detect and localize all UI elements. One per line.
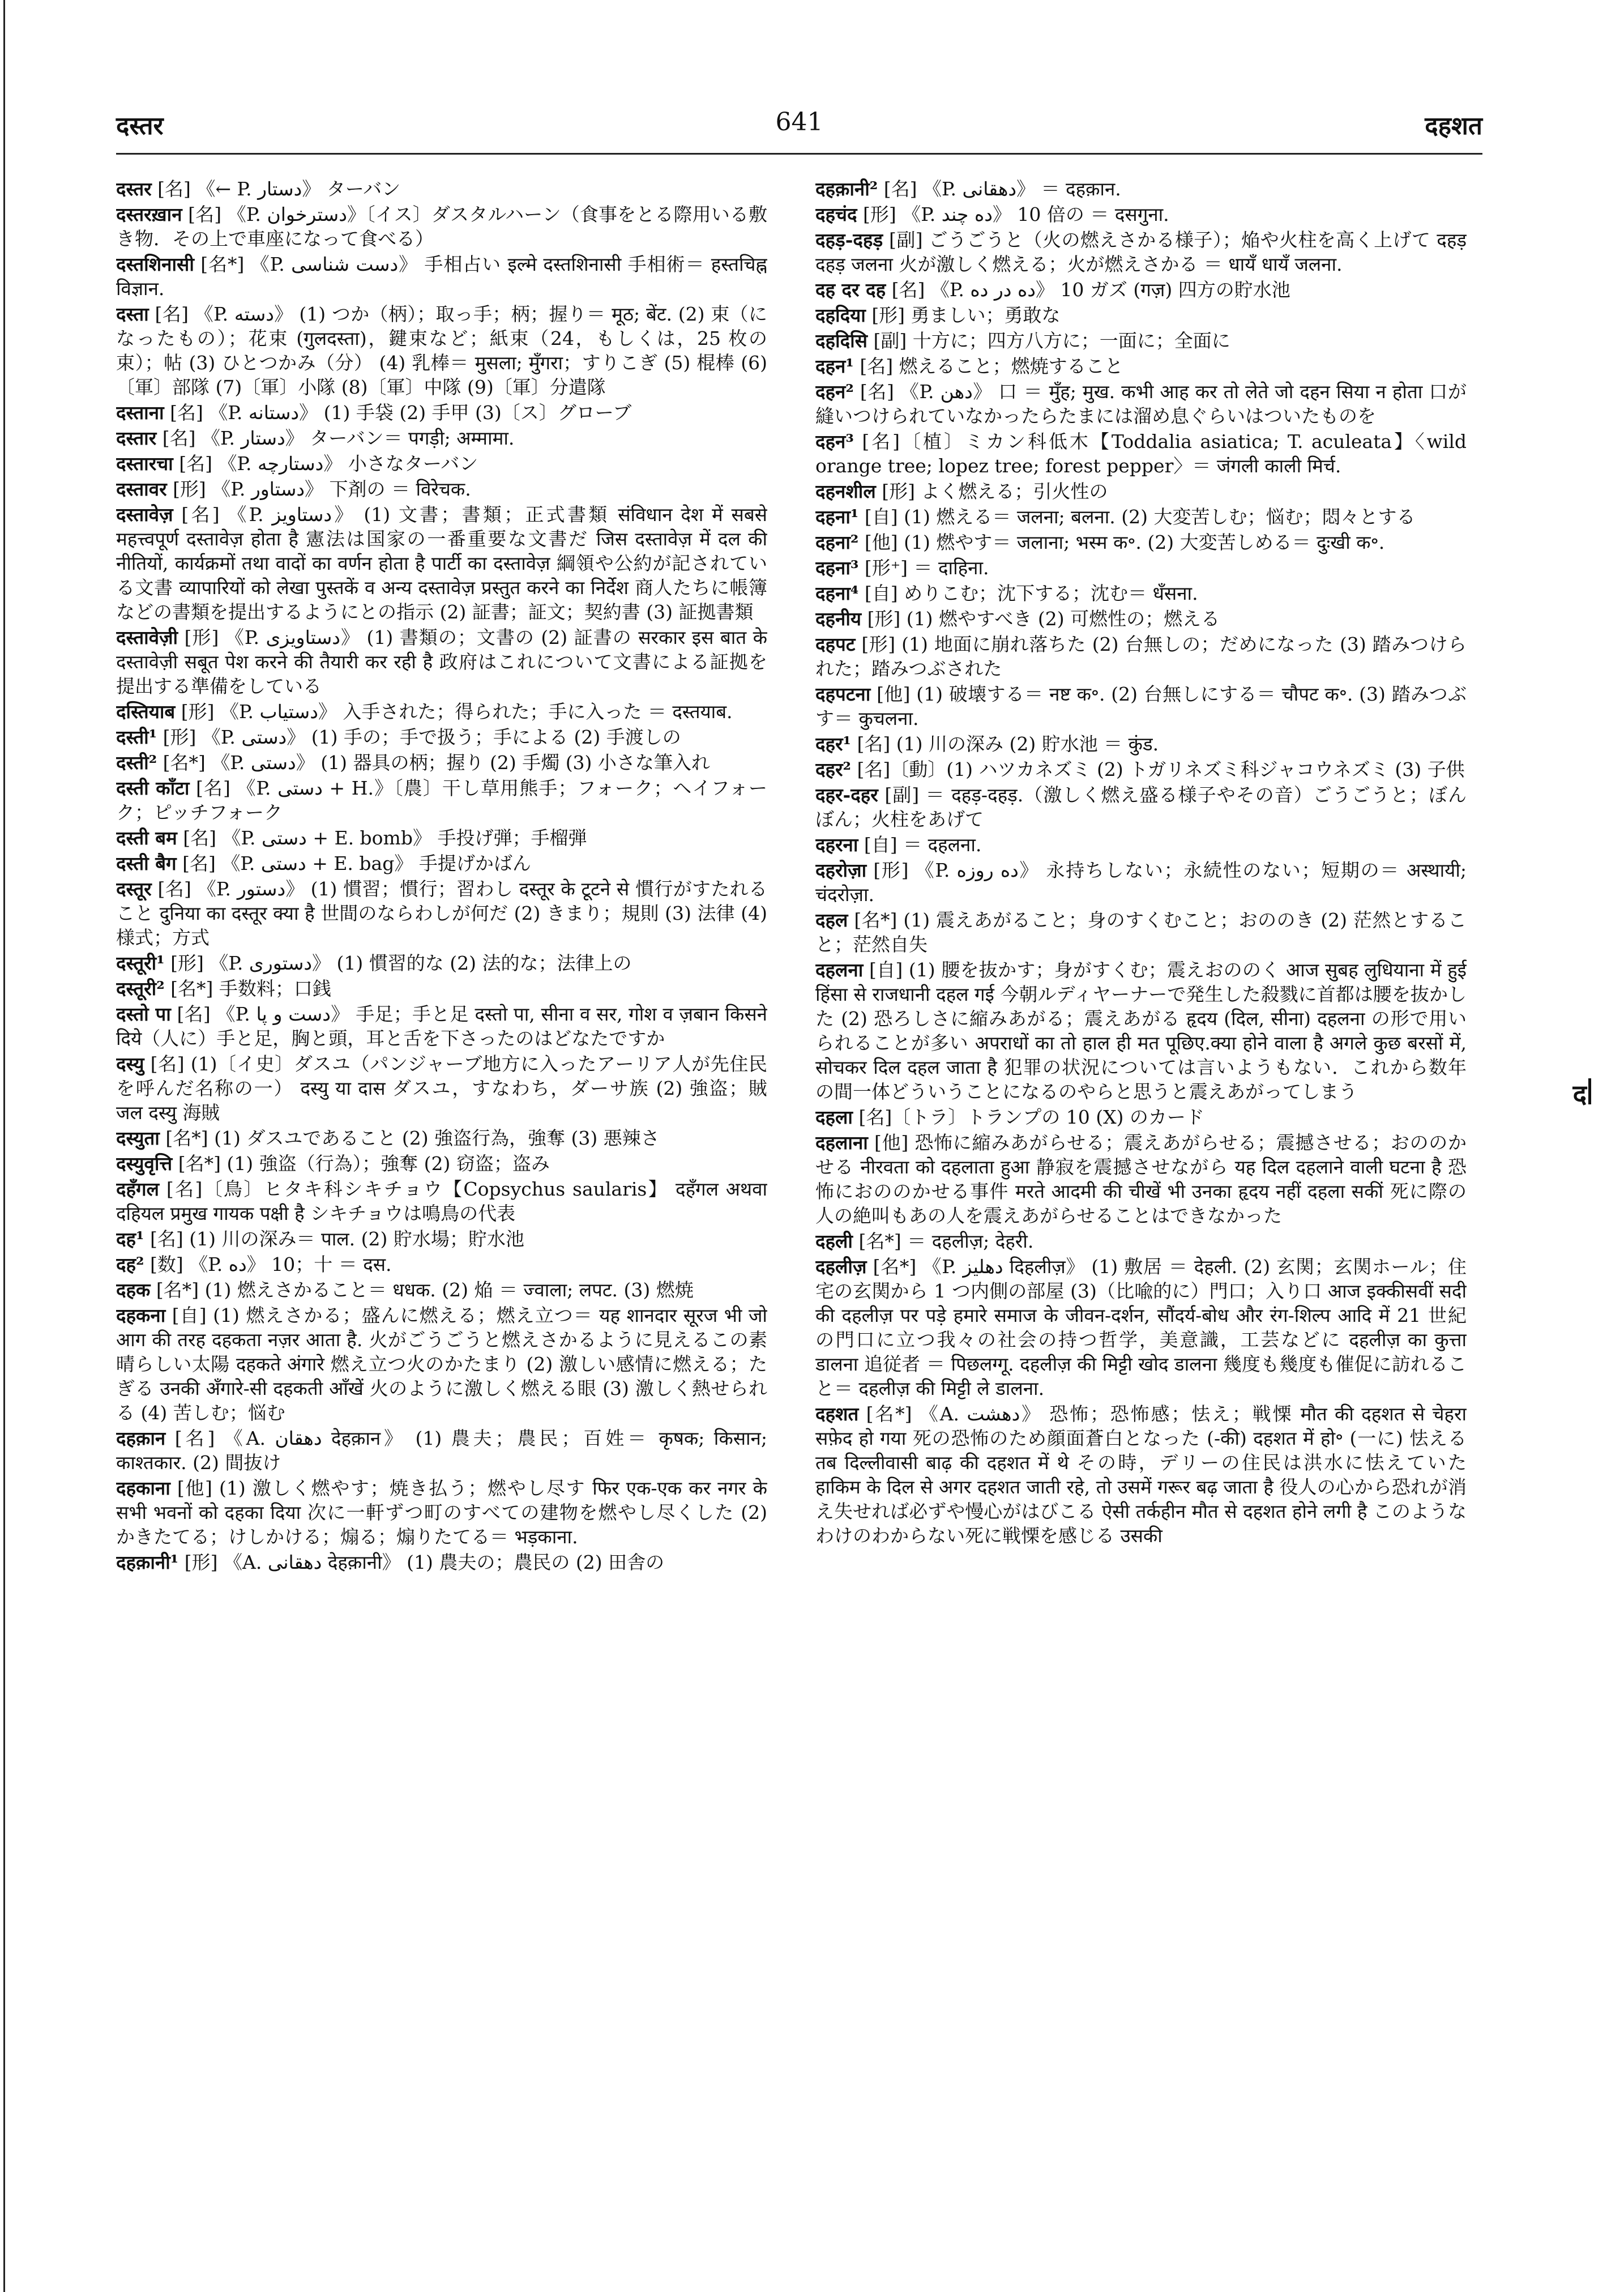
entry-headword: दस्ताना xyxy=(116,402,164,424)
dictionary-entry xyxy=(815,379,1467,428)
entry-headword: दह दर दह xyxy=(815,279,886,301)
dictionary-entry xyxy=(815,1229,1467,1253)
header-right-guide-word: दहशत xyxy=(1425,112,1482,140)
entry-headword: दहल xyxy=(815,909,848,931)
entry-definition: [数] 《P. ده》 10；十 ＝ दस. xyxy=(150,1253,392,1275)
dictionary-entry xyxy=(815,202,1467,227)
thumb-index-bar xyxy=(1588,1078,1591,1104)
entry-headword: दहनशील xyxy=(815,480,876,502)
header-rule xyxy=(116,153,1482,155)
dictionary-entry xyxy=(815,228,1467,276)
dictionary-entry xyxy=(116,877,767,950)
entry-headword: दहपटना xyxy=(815,683,871,705)
entry-headword: दहशत xyxy=(815,1403,859,1425)
entry-headword: दस्ती² xyxy=(116,752,157,774)
entry-headword: दहला xyxy=(815,1106,853,1128)
entry-headword: दस्ता xyxy=(116,303,149,325)
dictionary-entry xyxy=(116,625,767,698)
entry-headword: दहक़ानी² xyxy=(815,178,878,200)
dictionary-entry xyxy=(815,479,1467,503)
dictionary-entry xyxy=(815,278,1467,302)
entry-headword: दस्तारचा xyxy=(116,453,173,475)
entry-headword: दहलना xyxy=(815,959,864,981)
entry-headword: दहन³ xyxy=(815,430,854,453)
entry-headword: दस्ती बैग xyxy=(116,852,177,874)
dictionary-entry xyxy=(815,858,1467,907)
dictionary-entry xyxy=(116,776,767,825)
entry-headword: दहकना xyxy=(116,1304,166,1326)
entry-headword: दस्तरख़ान xyxy=(116,203,182,225)
dictionary-entry xyxy=(116,1177,767,1226)
dictionary-entry xyxy=(815,328,1467,353)
dictionary-entry xyxy=(116,1252,767,1277)
entry-headword: दहन¹ xyxy=(815,355,854,377)
dictionary-entry xyxy=(116,826,767,850)
dictionary-entry xyxy=(815,958,1467,1104)
entry-definition: [自] ＝ दहलना. xyxy=(864,834,982,856)
dictionary-entry xyxy=(116,951,767,975)
dictionary-entry xyxy=(116,976,767,1001)
left-column xyxy=(116,177,767,2272)
entry-headword: दहलीज़ xyxy=(815,1256,867,1278)
entry-definition: [形⁺] ＝ दाहिना. xyxy=(864,557,989,579)
entry-definition: [名] 《P. دستور》 (1) 慣習；慣行；習わし दस्तूर के टूटने से 慣行がすたれること दुनिया का दस्तूर क्या है 世間のならわしが何だ (2) きまり；規則 (3) 法律 (4) 様式；方式 xyxy=(116,878,767,949)
dictionary-entry xyxy=(815,1402,1467,1548)
entry-headword: दहक़ानी¹ xyxy=(116,1551,179,1573)
entry-definition: [形] 《P. دستوری》 (1) 慣習的な (2) 法的な；法律上の xyxy=(170,952,632,974)
entry-headword: दहदिसि xyxy=(815,330,867,352)
dictionary-entry xyxy=(815,682,1467,731)
entry-definition: [形] 《P. دستاور》 下剤の ＝ विरेचक. xyxy=(173,478,471,500)
dictionary-entry xyxy=(815,833,1467,857)
dictionary-entry xyxy=(815,1254,1467,1401)
dictionary-entry xyxy=(815,505,1467,529)
dictionary-entry xyxy=(116,477,767,501)
entry-headword: दहना² xyxy=(815,531,859,553)
dictionary-entry xyxy=(116,1476,767,1549)
entry-definition: [名*] 《P. دستی》 (1) 器具の柄；握り (2) 手燭 (3) 小さな筆入れ xyxy=(163,752,710,774)
entry-definition: [名] (1) 川の深み＝ पाल. (2) 貯水場；貯水池 xyxy=(150,1228,524,1250)
entry-headword: दस्तो पा xyxy=(116,1003,171,1025)
entry-headword: दहना⁴ xyxy=(815,582,859,604)
dictionary-entry xyxy=(116,1002,767,1051)
entry-headword: दस्तार xyxy=(116,427,157,449)
dictionary-entry xyxy=(815,429,1467,478)
dictionary-entry xyxy=(815,783,1467,831)
entry-definition: [名]〔植〕ミカン科低木【Toddalia asiatica; T. aculeata】〈wild orange tree; lopez tree; forest pepper〉＝ जंगली काली मिर्च. xyxy=(815,430,1467,477)
entry-definition: [名*] 手数料；口銭 xyxy=(170,978,331,1000)
dictionary-entry xyxy=(116,699,767,724)
entry-headword: दस्तूर xyxy=(116,878,152,900)
dictionary-entry xyxy=(116,302,767,399)
entry-definition: [名] (1)〔イ史〕ダスユ（パンジャーブ地方に入ったアーリア人が先住民を呼んだ名称の一） दस्यु या दास ダスユ，すなわち，ダーサ族 (2) 強盗；賊 जल दस्यु 海賊 xyxy=(116,1053,767,1124)
entry-definition: [名]〔動〕(1) ハツカネズミ (2) トガリネズミ科ジャコウネズミ (3) 子供 xyxy=(857,758,1465,780)
entry-headword: दहड़-दहड़ xyxy=(815,229,883,251)
entry-definition: [形] 《P. ده روزه》 永持ちしない；永続性のない；短期の＝ अस्थायी; चंदरोज़ा. xyxy=(815,859,1467,906)
entry-headword: दहकाना xyxy=(116,1477,170,1499)
entry-headword: दहक xyxy=(116,1279,151,1301)
entry-definition: [名] 《P. دستاویز》 (1) 文書；書類；正式書類 संविधान देश में सबसे महत्त्वपूर्ण दस्तावेज़ होता है 憲法は国家の一番重要な文書だ जिस दस्तावेज़ में दल की नीतियों, कार्यक्रमों तथा वादों का वर्णन होता है पार्टी का दस्तावेज़ 綱領や公約が記されている文書 व्यापारियों को लेखा पुस्तकें व अन्य दस्तावेज़ प्रस्तुत करने का निर्देश 商人たちに帳簿などの書類を提出するようにとの指示 (2) 証書；証文；契約書 (3) 証拠書類 xyxy=(116,503,767,623)
right-column xyxy=(815,177,1467,2272)
entry-definition: [名*] (1) 強盗（行為）；強奪 (2) 窃盗；盗み xyxy=(178,1153,550,1175)
dictionary-entry xyxy=(815,757,1467,782)
dictionary-entry xyxy=(116,750,767,775)
dictionary-entry xyxy=(116,426,767,450)
entry-definition: [名]〔トラ〕トランプの 10 (X) のカード xyxy=(858,1106,1204,1128)
entry-headword: दस्तावेज़ xyxy=(116,503,173,526)
entry-definition: [自] (1) 燃える＝ जलना; बलना. (2) 大変苦しむ；悩む；悶々とする xyxy=(864,506,1416,528)
entry-headword: दह² xyxy=(116,1253,144,1275)
entry-definition: [自] (1) 腰を抜かす；身がすくむ；震えおののく आज सुबह लुधियाना में हुई हिंसा से राजधानी दहल गई 今朝ルディヤーナーで発生した殺戮に首都は腰を抜かした (2) 恐ろしさに縮みあがる；震えあがる हृदय (दिल, सीना) दहलना の形で用いられることが多い अपराधों का तो हाल ही मत पूछिए.क्या होने वाला है अगले कुछ बरसों में, सोचकर दिल दहल जाता है 犯罪の状況については言いようもない．これから数年の間一体どういうことになるのやらと思うと震えあがってしまう xyxy=(815,959,1467,1103)
entry-headword: दहरना xyxy=(815,834,858,856)
entry-definition: [形] 《P. دستیاب》 入手された；得られた；手に入った ＝ दस्तयाब. xyxy=(181,701,733,723)
entry-definition: [名] 《P. دستی + H.》〔農〕干し草用熊手；フォーク；ヘイフォーク；ピッチフォーク xyxy=(116,777,767,823)
page-header xyxy=(116,108,1482,147)
entry-headword: दस्ती¹ xyxy=(116,726,157,748)
entry-definition: [名] 《P. دستار》 ターバン＝ पगड़ी; अम्मामा. xyxy=(162,427,515,449)
entry-headword: दहचंद xyxy=(815,203,857,225)
entry-headword: दहली xyxy=(815,1230,853,1252)
thumb-index-letter: द xyxy=(1572,1079,1587,1109)
entry-definition: [他] 恐怖に縮みあがらせる；震えあがらせる；震撼させる；おののかせる नीरवता को दहलाता हुआ 静寂を震撼させながら यह दिल दहलाने वाली घटना है 恐怖におののかせる事件 मरते आदमी की चीखें भी उनका हृदय नहीं दहला सकीं 死に際の人の絶叫もあの人を震えあがらせることはできなかった xyxy=(815,1132,1467,1227)
entry-headword: दहनीय xyxy=(815,608,862,630)
dictionary-entry xyxy=(815,607,1467,631)
entry-headword: दहरोज़ा xyxy=(815,859,867,881)
entry-headword: दस्तर xyxy=(116,178,152,200)
entry-headword: दहर¹ xyxy=(815,733,851,755)
dictionary-entry xyxy=(815,908,1467,957)
page-edge-line xyxy=(3,0,5,2292)
dictionary-entry xyxy=(815,1105,1467,1129)
dictionary-entry xyxy=(815,556,1467,580)
dictionary-entry xyxy=(116,202,767,251)
entry-definition: [名] 《P. دست و پا》 手足；手と足 दस्तो पा, सीना व सर, गोश व ज़बान किसने दिये（人に）手と足，胸と頭，耳と舌を下さったのはどなたですか xyxy=(116,1003,767,1049)
entry-headword: दस्तियाब xyxy=(116,701,176,723)
dictionary-entry xyxy=(815,177,1467,201)
entry-definition: [形] (1) 燃やすべき (2) 可燃性の；燃える xyxy=(867,608,1220,630)
dictionary-entry xyxy=(116,725,767,749)
entry-definition: [名] 燃えること；燃焼すること xyxy=(860,355,1123,377)
entry-headword: दस्तूरी² xyxy=(116,978,165,1000)
entry-headword: दहर² xyxy=(815,758,851,780)
dictionary-entry xyxy=(116,1126,767,1150)
entry-definition: [名] 《P. ده در ده》 10 ガズ (गज़) 四方の貯水池 xyxy=(891,279,1290,301)
entry-definition: [名*] ＝ दहलीज़; देहरी. xyxy=(858,1230,1034,1252)
entry-headword: दहँगल xyxy=(116,1178,159,1200)
entry-definition: [名] (1) 川の深み (2) 貯水池 ＝ कुंड. xyxy=(857,733,1159,755)
entry-definition: [副] ごうごうと（火の燃えさかる様子）；焔や火柱を高く上げて दहड़ दहड़ जलना 火が激しく燃える；火が燃えさかる ＝ धायँ धायँ जलना. xyxy=(815,229,1467,275)
entry-headword: दस्तशिनासी xyxy=(116,253,194,275)
entry-headword: दहलाना xyxy=(815,1132,868,1154)
entry-definition: [副] 十方に；四方八方に；一面に；全面に xyxy=(873,330,1230,352)
dictionary-entry xyxy=(815,732,1467,756)
entry-headword: दस्ती काँटा xyxy=(116,777,190,799)
entry-definition: [他] (1) 激しく燃やす；焼き払う；燃やし尽す फिर एक-एक कर नगर के सभी भवनों को दहका दिया 次に一軒ずつ町のすべての建物を燃やし尽くした (2) かきたてる；けしかける；煽る；煽りたてる＝ भड़काना. xyxy=(116,1477,767,1548)
entry-definition: [他] (1) 燃やす＝ जलाना; भस्म क॰. (2) 大変苦しめる＝ दुःखी क॰. xyxy=(864,531,1385,553)
entry-definition: [名] 《← P. دستار》 ターバン xyxy=(157,178,401,200)
entry-definition: [名] 《A. دهقان देहक़ान》 (1) 農夫；農民；百姓＝ कृषक; किसान; काश्तकार. (2) 間抜け xyxy=(116,1427,767,1474)
entry-headword: दस्युता xyxy=(116,1127,160,1149)
entry-headword: दहन² xyxy=(815,381,854,403)
dictionary-entry xyxy=(815,303,1467,327)
entry-headword: दस्तूरी¹ xyxy=(116,952,165,974)
entry-headword: दहर-दहर xyxy=(815,784,878,806)
entry-definition: [名*] 《P. دهلیز दिहलीज़》 (1) 敷居 ＝ देहली. (2) 玄関；玄関ホール；住宅の玄関から 1 つ内側の部屋 (3)（比喩的に）門口；入り口 आज इक्कीसवीं सदी की दहलीज़ पर पड़े हमारे समाज के जीवन-दर्शन, सौंदर्य-बोध और रंग-शिल्प आदि में 21 世紀の門口に立つ我々の社会の持つ哲学，美意識，工芸などに दहलीज़ का कुत्ता डालना 追従者 ＝ पिछलग्गू. दहलीज़ की मिट्टी खोद डालना 幾度も幾度も催促に訪れること＝ दहलीज़ की मिट्टी ले डालना. xyxy=(815,1256,1467,1399)
dictionary-entry xyxy=(116,1426,767,1475)
page-number: 641 xyxy=(775,108,823,136)
entry-definition: [名] 《P. دستارچه》 小さなターバン xyxy=(179,453,478,475)
dictionary-entry xyxy=(116,451,767,476)
entry-definition: [形] 《P. دستی》 (1) 手の；手で扱う；手による (2) 手渡しの xyxy=(163,726,681,748)
entry-definition: [形] (1) 地面に崩れ落ちた (2) 台無しの；だめになった (3) 踏みつけられた；踏みつぶされた xyxy=(815,633,1467,680)
entry-definition: [名] 《P. دهقانی》 ＝ दहक़ान. xyxy=(883,178,1121,200)
entry-headword: दस्तावेज़ी xyxy=(116,626,178,648)
header-left-guide-word: दस्तर xyxy=(116,112,164,140)
entry-definition: [形] 《A. دهقانی देहक़ानी》 (1) 農夫の；農民の (2) 田舎の xyxy=(184,1551,665,1573)
entry-headword: दहक़ान xyxy=(116,1427,166,1449)
entry-headword: दस्युवृत्ति xyxy=(116,1153,173,1175)
entry-definition: [名]〔鳥〕ヒタキ科シキチョウ【Copsychus saularis】 दहँगल अथवा दहियल प्रमुख गायक पक्षी है シキチョウは鳴鳥の代表 xyxy=(116,1178,767,1224)
dictionary-entry xyxy=(116,1550,767,1574)
dictionary-entry xyxy=(815,530,1467,554)
dictionary-entry xyxy=(815,581,1467,605)
entry-headword: दहपट xyxy=(815,633,856,655)
dictionary-entry xyxy=(116,1151,767,1176)
entry-headword: दस्तावर xyxy=(116,478,167,500)
dictionary-entry xyxy=(815,1130,1467,1228)
dictionary-entry xyxy=(116,1052,767,1125)
entry-definition: [形] 《P. دستاویزی》 (1) 書類の；文書の (2) 証書の सरकार इस बात के दस्तावेज़ी सबूत पेश करने की तैयारी कर रही है 政府はこれについて文書による証拠を提出する準備をしている xyxy=(116,626,767,697)
entry-definition: [自] (1) 燃えさかる；盛んに燃える；燃え立つ＝ यह शानदार सूरज भी जो आग की तरह दहकता नज़र आता है. 火がごうごうと燃えさかるように見えるこの素晴らしい太陽 दहकते अंगारे 燃え立つ火のかたまり (2) 激しい感情に燃える；たぎる उनकी अँगारे-सी दहकती आँखें 火のように激しく燃える眼 (3) 激しく熱せられる (4) 苦しむ；悩む xyxy=(116,1304,767,1424)
entry-definition: [他] (1) 破壊する＝ नष्ट क॰. (2) 台無しにする＝ चौपट क॰. (3) 踏みつぶす＝ कुचलना. xyxy=(815,683,1467,729)
entry-definition: [自] めりこむ；沈下する；沈む＝ धँसना. xyxy=(864,582,1198,604)
entry-definition: [名] 《P. دستی + E. bag》 手提げかばん xyxy=(182,852,531,874)
dictionary-entry xyxy=(116,252,767,301)
entry-definition: [副] ＝ दहड़-दहड़.（激しく燃え盛る様子やその音）ごうごうと；ぼんぼん；火柱をあげて xyxy=(815,784,1467,830)
dictionary-entry xyxy=(116,400,767,425)
entry-definition: [名*] (1) 燃えさかること＝ धधक. (2) 焔 ＝ ज्वाला; लपट. (3) 燃焼 xyxy=(156,1279,694,1301)
entry-definition: [名*] 《P. دست شناسی》 手相占い इल्मे दस्तशिनासी 手相術＝ हस्तचिह्न विज्ञान. xyxy=(116,253,767,300)
dictionary-entry xyxy=(116,177,767,201)
entry-definition: [名*] 《A. دهشت》 恐怖；恐怖感；怯え；戦慄 मौत की दहशत से चेहरा सफ़ेद हो गया 死の恐怖のため顔面蒼白となった (-की) दहशत में हो॰ (一に) 怯える तब दिल्लीवासी बाढ़ की दहशत में थे その時，デリーの住民は洪水に怯えていた हाकिम के दिल से अगर दहशत जाती रहे, तो उसमें गरूर बढ़ जाता है 役人の心から恐れが消え失せれば必ずや慢心がはびこる ऐसी तर्कहीन मौत से दहशत होने लगी है このようなわけのわからない死に戦慄を感じる उसकी xyxy=(815,1403,1467,1547)
entry-definition: [名*] (1) ダスユであること (2) 強盗行為，強奪 (3) 悪辣さ xyxy=(165,1127,660,1149)
entry-headword: दहना¹ xyxy=(815,506,859,528)
dictionary-entry xyxy=(116,851,767,876)
entry-definition: [名] 《P. دسترخوان》〔イス〕ダスタルハーン（食事をとる際用いる敷き物．その上で車座になって食べる） xyxy=(116,203,767,250)
entry-definition: [名] 《P. دستی + E. bomb》 手投げ弾；手榴弾 xyxy=(183,827,587,849)
entry-definition: [形] 《P. ده چند》 10 倍の ＝ दसगुना. xyxy=(863,203,1169,225)
entry-headword: दह¹ xyxy=(116,1228,144,1250)
dictionary-entry xyxy=(116,1278,767,1302)
entry-definition: [形] よく燃える；引火性の xyxy=(882,480,1108,502)
entry-headword: दहदिया xyxy=(815,304,866,326)
entry-definition: [形] 勇ましい；勇敢な xyxy=(871,304,1061,326)
entry-definition: [名] 《P. دستانه》 (1) 手袋 (2) 手甲 (3)〔ス〕グローブ xyxy=(170,402,632,424)
dictionary-entry xyxy=(116,502,767,624)
dictionary-entry xyxy=(116,1227,767,1251)
dictionary-entry xyxy=(116,1303,767,1425)
dictionary-entry xyxy=(815,354,1467,378)
entry-definition: [名] 《P. دهن》 口 ＝ मुँह; मुख. कभी आह कर तो लेते जो दहन सिया न होता 口が縫いつけられていなかったらたまには溜め息ぐらいはついたものを xyxy=(815,381,1467,427)
entry-definition: [名*] (1) 震えあがること；身のすくむこと；おののき (2) 茫然とすること；茫然自失 xyxy=(815,909,1467,955)
entry-headword: दहना³ xyxy=(815,557,859,579)
entry-definition: [名] 《P. دسته》 (1) つか（柄）；取っ手；柄；握り＝ मूठ; बेंट. (2) 束（になったもの）；花束 (गुलदस्ता)，鍵束など；紙束（24，もしくは，25 枚の束）；帖 (3) ひとつかみ（分） (4) 乳棒＝ मुसला; मुँगरा；すりこぎ (5) 棍棒 (6)〔軍〕部隊 (7)〔軍〕小隊 (8)〔軍〕中隊 (9)〔軍〕分遣隊 xyxy=(116,303,767,398)
entry-headword: दस्ती बम xyxy=(116,827,177,849)
dictionary-entry xyxy=(815,632,1467,681)
entry-headword: दस्यु xyxy=(116,1053,144,1075)
